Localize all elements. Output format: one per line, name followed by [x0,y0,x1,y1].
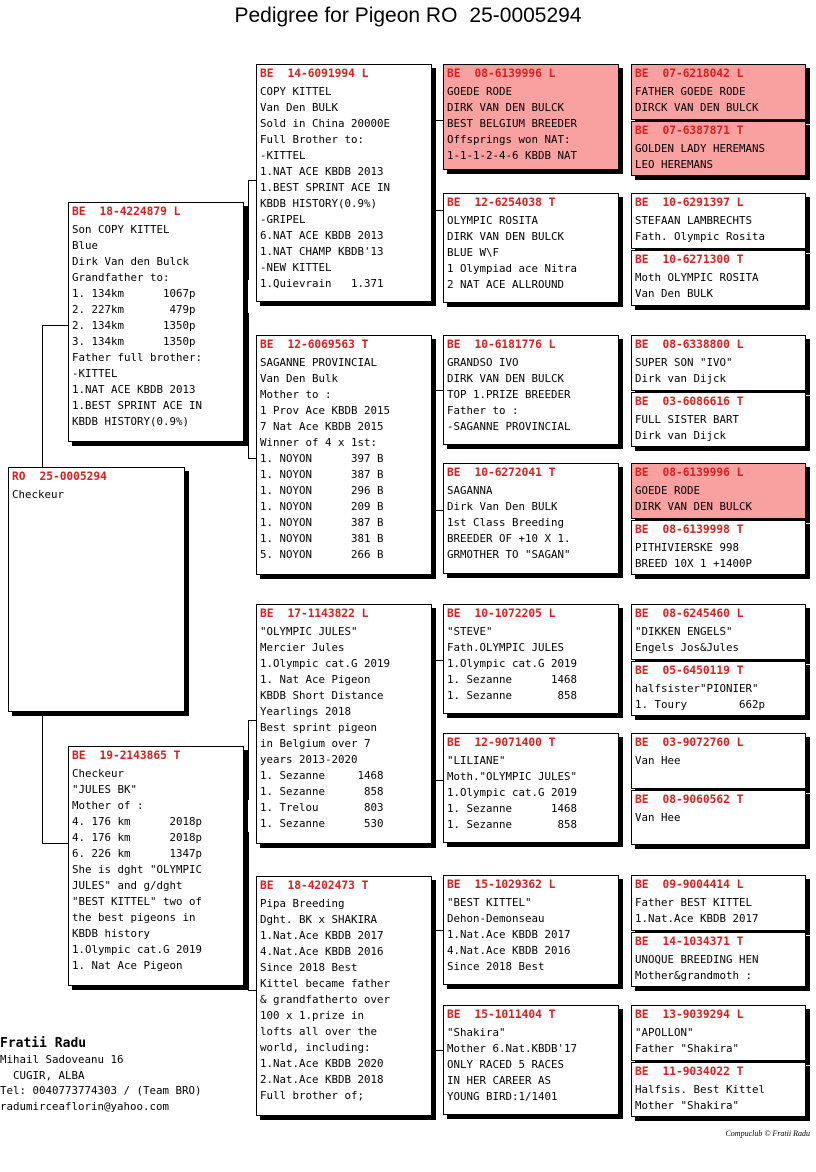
info-line: YOUNG BIRD:1/1401 [447,1090,558,1103]
ancestor-card-12[interactable] [631,790,806,845]
info-line: GOEDE RODE [635,484,701,497]
ring-number: BE 07-6387871 T [635,124,744,137]
sds-card[interactable] [443,335,619,445]
info-line: Son COPY KITTEL [72,223,170,236]
info-line: 1.NAT CHAMP KBDB'13 [260,245,384,258]
info-line: Offsprings won NAT: [447,133,571,146]
ancestor-card-11[interactable] [631,733,806,789]
info-line: "BEST KITTEL" two of [72,895,203,908]
info-line: 1. Sezanne 858 [447,689,578,702]
info-line: TOP 1.PRIZE BREEDER [447,388,571,401]
connector-line [434,660,435,780]
connector-line [42,713,43,843]
ring-number: BE 11-9034022 T [635,1065,744,1078]
owner-info [0,1036,300,1114]
info-line: 1. Sezanne 858 [260,785,384,798]
ring-number: BE 08-6139996 L [635,466,744,479]
info-line: & grandfatherto over [260,993,391,1006]
ring-number: RO 25-0005294 [12,470,107,483]
ring-number: BE 10-6271300 T [635,253,744,266]
dam-sire-card[interactable] [256,604,432,844]
ring-number: BE 03-9072760 L [635,736,744,749]
info-line: Mercier Jules [260,641,345,654]
ring-number: BE 08-6139996 L [447,67,556,80]
info-line: FATHER GOEDE RODE [635,85,746,98]
info-line: 1 Olympiad ace Nitra [447,262,578,275]
dam-card[interactable] [68,746,244,986]
ancestor-card-3[interactable] [631,193,806,249]
info-line: SAGANNE PROVINCIAL [260,356,378,369]
info-line: "BEST KITTEL" [447,896,532,909]
info-line: COPY KITTEL [260,85,332,98]
info-line: 1.Olympic cat.G 2019 [72,943,203,956]
info-line: 1.Nat.Ace KBDB 2017 [447,928,571,941]
ring-number: BE 10-6291397 L [635,196,744,209]
owner-city: CUGIR, ALBA [0,1068,85,1082]
info-line: halfsister"PIONIER" [635,682,759,695]
ring-number: BE 08-9060562 T [635,793,744,806]
info-line: the best pigeons in [72,911,196,924]
info-line: Dirk van Dijck [635,372,727,385]
info-line: 2. 134km 1350p [72,319,196,332]
dds-card[interactable] [443,875,619,985]
ring-number: BE 14-1034371 T [635,935,744,948]
info-line: DIRK VAN DEN BULCK [447,372,565,385]
info-line: 1. NOYON 296 B [260,484,384,497]
info-line: 100 x 1.prize in [260,1009,365,1022]
info-line: Mother 6.Nat.KBDB'17 [447,1042,578,1055]
ring-number: BE 08-6338800 L [635,338,744,351]
ancestor-card-1[interactable] [631,64,806,120]
info-line: 1. Sezanne 858 [447,818,578,831]
info-line: BREEDER OF +10 X 1. [447,532,571,545]
ring-number: BE 12-6254038 T [447,196,556,209]
info-line: "APOLLON" [635,1026,694,1039]
connector-line [248,720,249,800]
ancestor-card-4[interactable] [631,250,806,306]
subject-card[interactable] [8,467,185,712]
info-line: Full brother of; [260,1089,365,1102]
info-line: "STEVE" [447,625,493,638]
info-line: Mother&grandmoth : [635,969,753,982]
info-line: "JULES BK" [72,783,138,796]
connector-line [42,325,43,468]
owner-phone: Tel: 0040773774303 / (Team BRO) [0,1084,202,1097]
info-line: Dirk van Dijck [635,429,727,442]
info-line: DIRK VAN DEN BULCK [447,230,565,243]
info-line: 1.Quievrain 1.371 [260,277,384,290]
ancestor-card-14[interactable] [631,932,806,987]
ddd-card[interactable] [443,1005,619,1115]
info-line: SUPER SON "IVO" [635,356,733,369]
ancestor-card-6[interactable] [631,392,806,447]
ancestor-card-15[interactable] [631,1005,806,1061]
ancestor-card-7[interactable] [631,463,806,519]
info-line: 1.Olympic cat.G 2019 [447,786,578,799]
info-line: Fath.OLYMPIC JULES [447,641,565,654]
ring-number: BE 05-6450119 T [635,664,744,677]
sire-dam-card[interactable] [256,335,432,575]
ring-number: BE 13-9039294 L [635,1008,744,1021]
connector-line [42,325,70,326]
ring-number: BE 08-6245460 L [635,607,744,620]
ring-number: BE 18-4202473 T [260,879,369,892]
info-line: Winner of 4 x 1st: [260,436,378,449]
info-line: Father "Shakira" [635,1042,740,1055]
info-line: OLYMPIC ROSITA [447,214,539,227]
info-line: KBDB Short Distance [260,689,384,702]
info-line: UNOQUE BREEDING HEN [635,953,759,966]
sire-sire-card[interactable] [256,64,432,302]
info-line: lofts all over the [260,1025,378,1038]
info-line: 1.NAT ACE KBDB 2013 [260,165,384,178]
ring-number: BE 17-1143822 L [260,607,369,620]
ring-number: BE 10-1072205 L [447,607,556,620]
info-line: Fath. Olympic Rosita [635,230,766,243]
info-line: 1. NOYON 387 B [260,516,384,529]
info-line: 1.Olympic cat.G 2019 [447,657,578,670]
info-line: -KITTEL [72,367,118,380]
info-line: Van Den Bulk [260,372,339,385]
info-line: 2.Nat.Ace KBDB 2018 [260,1073,384,1086]
ring-number: BE 12-6069563 T [260,338,369,351]
info-line: 1. Sezanne 530 [260,817,384,830]
info-line: Since 2018 Best [260,961,358,974]
sire-card[interactable] [68,202,244,442]
info-line: 1.NAT ACE KBDB 2013 [72,383,196,396]
ring-number: BE 19-2143865 T [72,749,181,762]
info-line: 6. 226 km 1347p [72,847,203,860]
info-line: Mother "Shakira" [635,1099,740,1112]
ancestor-card-5[interactable] [631,335,806,391]
info-line: -KITTEL [260,149,306,162]
info-line: -NEW KITTEL [260,261,332,274]
info-line: DIRK VAN DEN BULCK [635,500,753,513]
info-line: "Shakira" [447,1026,506,1039]
info-line: Van Hee [635,811,681,824]
info-line: IN HER CAREER AS [447,1074,552,1087]
ancestor-card-13[interactable] [631,875,806,931]
connector-line [248,313,249,458]
info-line: Grandfather to: [72,271,170,284]
info-line: PITHIVIERSKE 998 [635,541,740,554]
info-line: GRMOTHER TO "SAGAN" [447,548,571,561]
info-line: Father to : [447,404,519,417]
info-line: Kittel became father [260,977,391,990]
info-line: Pipa Breeding [260,897,345,910]
info-line: 2 NAT ACE ALLROUND [447,278,565,291]
info-line: "OLYMPIC JULES" [260,625,358,638]
info-line: Dehon-Demonseau [447,912,545,925]
ring-number: BE 10-6181776 L [447,338,556,351]
page-title: Pedigree for Pigeon RO 25-0005294 [234,4,582,27]
info-line: Halfsis. Best Kittel [635,1083,766,1096]
info-line: Since 2018 Best [447,960,545,973]
info-line: Father BEST KITTEL [635,896,753,909]
info-line: 7 Nat Ace KBDB 2015 [260,420,384,433]
info-line: Full Brother to: [260,133,365,146]
connector-line [434,930,435,1050]
info-line: Mother to : [260,388,332,401]
info-line: -SAGANNE PROVINCIAL [447,420,571,433]
info-line: 1. Nat Ace Pigeon [260,673,371,686]
info-line: world, including: [260,1041,371,1054]
info-line: 1. NOYON 209 B [260,500,384,513]
info-line: 1. Sezanne 1468 [447,673,578,686]
ring-number: BE 12-9071400 T [447,736,556,749]
info-line: 1-1-1-2-4-6 KBDB NAT [447,149,578,162]
info-line: Van Den BULK [635,287,714,300]
info-line: 4. 176 km 2018p [72,815,203,828]
connector-line [248,832,249,990]
ring-number: BE 08-6139998 T [635,523,744,536]
info-line: JULES" and g/dght [72,879,183,892]
owner-name: Fratii Radu [0,1036,87,1051]
info-line: BEST BELGIUM BREEDER [447,117,578,130]
info-line: 1. NOYON 381 B [260,532,384,545]
info-line: 1. Sezanne 1468 [260,769,384,782]
info-line: BREED 10X 1 +1400P [635,557,753,570]
info-line: 1. Toury 662p [635,698,766,711]
info-line: GOLDEN LADY HEREMANS [635,142,766,155]
dss-card[interactable] [443,604,619,714]
info-line: Van Hee [635,754,681,767]
ring-number: BE 14-6091994 L [260,67,369,80]
info-line: GRANDSO IVO [447,356,519,369]
info-line: 1.Nat.Ace KBDB 2017 [635,912,759,925]
ring-number: BE 15-1029362 L [447,878,556,891]
info-line: She is dght "OLYMPIC [72,863,203,876]
info-line: 1st Class Breeding [447,516,565,529]
info-line: BLUE W\F [447,246,500,259]
info-line: 2. 227km 479p [72,303,196,316]
dsd-card[interactable] [443,733,619,843]
info-line: LEO HEREMANS [635,158,714,171]
info-line: Dirk Van den Bulck [72,255,190,268]
footer-credit: Compuclub © Fratii Radu [725,1129,810,1138]
info-line: 1. 134km 1067p [72,287,196,300]
info-line: 1.Olympic cat.G 2019 [260,657,391,670]
info-line: KBDB HISTORY(0.9%) [260,197,378,210]
sss-card[interactable] [443,64,619,170]
info-line: Mother of : [72,799,144,812]
ring-number: BE 15-1011404 T [447,1008,556,1021]
info-line: 1 Prov Ace KBDB 2015 [260,404,391,417]
info-line: 1. NOYON 397 B [260,452,384,465]
info-line: in Belgium over 7 [260,737,371,750]
info-line: DIRK VAN DEN BULCK [447,101,565,114]
info-line: 5. NOYON 266 B [260,548,384,561]
info-line: Sold in China 20000E [260,117,391,130]
info-line: SAGANNA [447,484,493,497]
info-line: DIRCK VAN DEN BULCK [635,101,759,114]
info-line: 4. 176 km 2018p [72,831,203,844]
info-line: Yearlings 2018 [260,705,352,718]
info-line: 1.BEST SPRINT ACE IN [260,181,391,194]
info-line: "LILIANE" [447,754,506,767]
ancestor-card-2[interactable] [631,121,806,176]
ssd-card[interactable] [443,193,619,303]
info-line: -GRIPEL [260,213,306,226]
info-line: Blue [72,239,99,252]
connector-line [42,843,70,844]
info-line: 1.Nat.Ace KBDB 2017 [260,929,384,942]
info-line: Moth OLYMPIC ROSITA [635,271,759,284]
ring-number: BE 03-6086616 T [635,395,744,408]
info-line: Best sprint pigeon [260,721,378,734]
sdd-card[interactable] [443,463,619,574]
connector-line [434,390,435,510]
info-line: 1.Nat.Ace KBDB 2020 [260,1057,384,1070]
connector-line [248,180,249,280]
info-line: GOEDE RODE [447,85,513,98]
info-line: 4.Nat.Ace KBDB 2016 [447,944,571,957]
info-line: Checkeur [12,488,65,501]
info-line: 1. NOYON 387 B [260,468,384,481]
owner-email[interactable]: radumirceaflorin@yahoo.com [0,1099,170,1113]
info-line: Dirk Van Den BULK [447,500,558,513]
connector-line [434,120,435,210]
info-line: ONLY RACED 5 RACES [447,1058,565,1071]
ancestor-card-10[interactable] [631,661,806,716]
info-line: FULL SISTER BART [635,413,740,426]
info-line: 1. Nat Ace Pigeon [72,959,183,972]
info-line: Checkeur [72,767,125,780]
ancestor-card-9[interactable] [631,604,806,660]
info-line: Engels Jos&Jules [635,641,740,654]
ring-number: BE 18-4224879 L [72,205,181,218]
ring-number: BE 09-9004414 L [635,878,744,891]
info-line: years 2013-2020 [260,753,358,766]
owner-address: Mihail Sadoveanu 16 [0,1053,124,1066]
info-line: Van Den BULK [260,101,339,114]
ring-number: BE 10-6272041 T [447,466,556,479]
info-line: 6.NAT ACE KBDB 2013 [260,229,384,242]
info-line: Father full brother: [72,351,203,364]
info-line: 1. Trelou 803 [260,801,384,814]
info-line: 1.BEST SPRINT ACE IN [72,399,203,412]
ancestor-card-16[interactable] [631,1062,806,1117]
info-line: Dght. BK x SHAKIRA [260,913,378,926]
info-line: KBDB HISTORY(0.9%) [72,415,190,428]
info-line: 4.Nat.Ace KBDB 2016 [260,945,384,958]
ancestor-card-8[interactable] [631,520,806,575]
info-line: "DIKKEN ENGELS" [635,625,733,638]
info-line: Moth."OLYMPIC JULES" [447,770,578,783]
info-line: 1. Sezanne 1468 [447,802,578,815]
info-line: STEFAAN LAMBRECHTS [635,214,753,227]
info-line: 3. 134km 1350p [72,335,196,348]
info-line: KBDB history [72,927,151,940]
ring-number: BE 07-6218042 L [635,67,744,80]
